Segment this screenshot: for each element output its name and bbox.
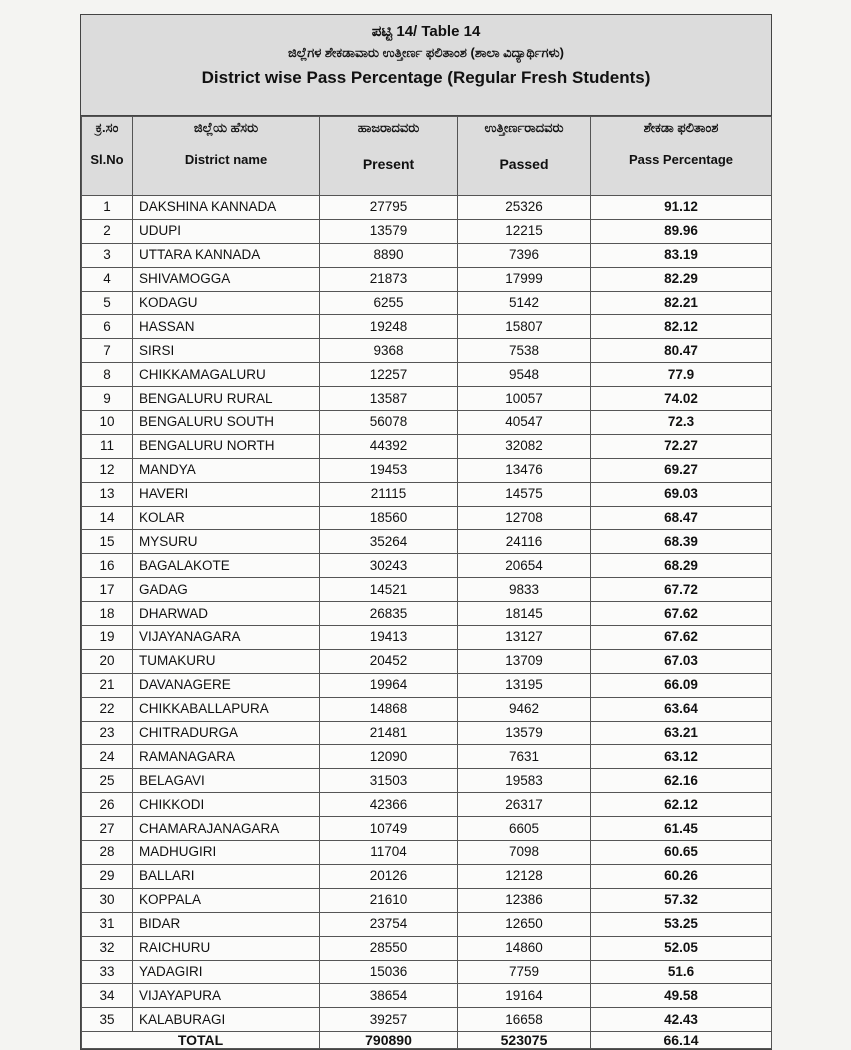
table-row [82, 554, 772, 578]
table-row [82, 196, 772, 220]
cell-passed: 13709 [458, 649, 591, 673]
cell-district-name: CHIKKODI [133, 793, 320, 817]
cell-sl-no: 12 [82, 458, 133, 482]
cell-sl-no: 26 [82, 793, 133, 817]
cell-present: 14868 [320, 697, 458, 721]
cell-pass-percentage: 80.47 [591, 339, 772, 363]
cell-present: 11704 [320, 841, 458, 865]
cell-district-name: KOPPALA [133, 888, 320, 912]
table-row [82, 458, 772, 482]
table-row [82, 219, 772, 243]
cell-pass-percentage: 67.72 [591, 578, 772, 602]
cell-sl-no: 34 [82, 984, 133, 1008]
table-row [82, 1008, 772, 1032]
cell-present: 27795 [320, 196, 458, 220]
column-header-present: ಹಾಜರಾದವರು Present [320, 117, 458, 196]
cell-present: 6255 [320, 291, 458, 315]
cell-sl-no: 33 [82, 960, 133, 984]
cell-passed: 12386 [458, 888, 591, 912]
cell-passed: 7098 [458, 841, 591, 865]
table-row [82, 626, 772, 650]
cell-present: 21115 [320, 482, 458, 506]
cell-district-name: UTTARA KANNADA [133, 243, 320, 267]
cell-pass-percentage: 67.03 [591, 649, 772, 673]
cell-present: 35264 [320, 530, 458, 554]
cell-passed: 7631 [458, 745, 591, 769]
cell-pass-percentage: 82.29 [591, 267, 772, 291]
cell-sl-no: 18 [82, 602, 133, 626]
cell-passed: 7396 [458, 243, 591, 267]
cell-present: 26835 [320, 602, 458, 626]
cell-pass-percentage: 60.65 [591, 841, 772, 865]
cell-district-name: RAMANAGARA [133, 745, 320, 769]
cell-district-name: MADHUGIRI [133, 841, 320, 865]
cell-passed: 7759 [458, 960, 591, 984]
table-row [82, 793, 772, 817]
cell-present: 21873 [320, 267, 458, 291]
cell-pass-percentage: 42.43 [591, 1008, 772, 1032]
cell-district-name: BELAGAVI [133, 769, 320, 793]
cell-present: 21481 [320, 721, 458, 745]
cell-present: 9368 [320, 339, 458, 363]
table-row [82, 697, 772, 721]
cell-present: 20126 [320, 864, 458, 888]
table-row [82, 936, 772, 960]
cell-pass-percentage: 63.21 [591, 721, 772, 745]
table-row [82, 411, 772, 435]
cell-sl-no: 29 [82, 864, 133, 888]
cell-passed: 5142 [458, 291, 591, 315]
cell-sl-no: 28 [82, 841, 133, 865]
cell-district-name: DAVANAGERE [133, 673, 320, 697]
table-row [82, 769, 772, 793]
cell-sl-no: 17 [82, 578, 133, 602]
cell-sl-no: 8 [82, 363, 133, 387]
cell-passed: 7538 [458, 339, 591, 363]
cell-district-name: CHIKKABALLAPURA [133, 697, 320, 721]
cell-district-name: MYSURU [133, 530, 320, 554]
cell-pass-percentage: 63.12 [591, 745, 772, 769]
table-row [82, 721, 772, 745]
table-row [82, 530, 772, 554]
cell-sl-no: 16 [82, 554, 133, 578]
cell-passed: 19583 [458, 769, 591, 793]
cell-passed: 12708 [458, 506, 591, 530]
cell-pass-percentage: 72.27 [591, 434, 772, 458]
cell-passed: 12128 [458, 864, 591, 888]
cell-pass-percentage: 68.47 [591, 506, 772, 530]
table-row [82, 434, 772, 458]
cell-passed: 6605 [458, 817, 591, 841]
table-row [82, 482, 772, 506]
cell-present: 42366 [320, 793, 458, 817]
cell-district-name: DAKSHINA KANNADA [133, 196, 320, 220]
cell-present: 20452 [320, 649, 458, 673]
table-row [82, 506, 772, 530]
kannada-title: ಜಿಲ್ಲೆಗಳ ಶೇಕಡಾವಾರು ಉತ್ತೀರ್ಣ ಫಲಿತಾಂಶ (ಶಾಲಾ ವಿದ್ಯಾರ್ಥಿಗಳು) [287, 45, 565, 60]
cell-present: 12257 [320, 363, 458, 387]
cell-district-name: MANDYA [133, 458, 320, 482]
cell-sl-no: 20 [82, 649, 133, 673]
cell-passed: 15807 [458, 315, 591, 339]
cell-pass-percentage: 77.9 [591, 363, 772, 387]
cell-present: 23754 [320, 912, 458, 936]
cell-present: 13579 [320, 219, 458, 243]
cell-district-name: SHIVAMOGGA [133, 267, 320, 291]
cell-sl-no: 22 [82, 697, 133, 721]
cell-pass-percentage: 61.45 [591, 817, 772, 841]
total-passed: 523075 [458, 1032, 591, 1049]
cell-present: 31503 [320, 769, 458, 793]
cell-present: 19453 [320, 458, 458, 482]
cell-sl-no: 4 [82, 267, 133, 291]
cell-sl-no: 2 [82, 219, 133, 243]
table-title: District wise Pass Percentage (Regular Fresh Students) [201, 68, 651, 87]
cell-pass-percentage: 68.39 [591, 530, 772, 554]
table-row [82, 864, 772, 888]
cell-passed: 13195 [458, 673, 591, 697]
cell-passed: 32082 [458, 434, 591, 458]
cell-district-name: YADAGIRI [133, 960, 320, 984]
cell-pass-percentage: 51.6 [591, 960, 772, 984]
cell-passed: 13579 [458, 721, 591, 745]
cell-present: 56078 [320, 411, 458, 435]
cell-sl-no: 14 [82, 506, 133, 530]
cell-present: 19248 [320, 315, 458, 339]
table-row [82, 888, 772, 912]
cell-sl-no: 19 [82, 626, 133, 650]
cell-present: 13587 [320, 387, 458, 411]
cell-present: 14521 [320, 578, 458, 602]
column-header-passed: ಉತ್ತೀರ್ಣರಾದವರು Passed [458, 117, 591, 196]
table-number: ಪಟ್ಟಿ 14/ Table 14 [371, 23, 481, 40]
cell-district-name: CHIKKAMAGALURU [133, 363, 320, 387]
cell-pass-percentage: 89.96 [591, 219, 772, 243]
document-page [80, 14, 772, 1050]
table-row [82, 387, 772, 411]
total-present: 790890 [320, 1032, 458, 1049]
cell-sl-no: 31 [82, 912, 133, 936]
cell-district-name: BIDAR [133, 912, 320, 936]
cell-pass-percentage: 74.02 [591, 387, 772, 411]
cell-present: 28550 [320, 936, 458, 960]
cell-pass-percentage: 49.58 [591, 984, 772, 1008]
table-row [82, 243, 772, 267]
cell-passed: 40547 [458, 411, 591, 435]
cell-passed: 19164 [458, 984, 591, 1008]
cell-pass-percentage: 69.03 [591, 482, 772, 506]
cell-district-name: HAVERI [133, 482, 320, 506]
cell-passed: 9833 [458, 578, 591, 602]
table-header-block [81, 15, 771, 116]
cell-district-name: VIJAYAPURA [133, 984, 320, 1008]
cell-district-name: BENGALURU RURAL [133, 387, 320, 411]
cell-sl-no: 24 [82, 745, 133, 769]
cell-sl-no: 27 [82, 817, 133, 841]
cell-district-name: UDUPI [133, 219, 320, 243]
cell-passed: 9548 [458, 363, 591, 387]
cell-district-name: BENGALURU NORTH [133, 434, 320, 458]
cell-sl-no: 23 [82, 721, 133, 745]
cell-district-name: BENGALURU SOUTH [133, 411, 320, 435]
cell-district-name: VIJAYANAGARA [133, 626, 320, 650]
cell-sl-no: 7 [82, 339, 133, 363]
table-row [82, 984, 772, 1008]
cell-sl-no: 25 [82, 769, 133, 793]
cell-pass-percentage: 91.12 [591, 196, 772, 220]
cell-sl-no: 30 [82, 888, 133, 912]
cell-present: 19964 [320, 673, 458, 697]
cell-pass-percentage: 82.21 [591, 291, 772, 315]
cell-district-name: KOLAR [133, 506, 320, 530]
cell-district-name: GADAG [133, 578, 320, 602]
cell-passed: 25326 [458, 196, 591, 220]
cell-pass-percentage: 62.12 [591, 793, 772, 817]
cell-pass-percentage: 60.26 [591, 864, 772, 888]
table-row [82, 649, 772, 673]
table-row [82, 291, 772, 315]
cell-passed: 12650 [458, 912, 591, 936]
cell-pass-percentage: 69.27 [591, 458, 772, 482]
cell-present: 21610 [320, 888, 458, 912]
cell-present: 8890 [320, 243, 458, 267]
cell-sl-no: 35 [82, 1008, 133, 1032]
column-header-sl: ಕ್ರ.ಸಂ Sl.No [82, 117, 133, 196]
cell-district-name: RAICHURU [133, 936, 320, 960]
total-row [82, 1032, 772, 1049]
cell-passed: 10057 [458, 387, 591, 411]
cell-pass-percentage: 67.62 [591, 602, 772, 626]
cell-present: 19413 [320, 626, 458, 650]
cell-district-name: KODAGU [133, 291, 320, 315]
table-row [82, 745, 772, 769]
cell-pass-percentage: 66.09 [591, 673, 772, 697]
cell-passed: 20654 [458, 554, 591, 578]
total-label: TOTAL [82, 1032, 320, 1049]
cell-sl-no: 13 [82, 482, 133, 506]
cell-district-name: KALABURAGI [133, 1008, 320, 1032]
cell-passed: 18145 [458, 602, 591, 626]
cell-present: 39257 [320, 1008, 458, 1032]
cell-pass-percentage: 57.32 [591, 888, 772, 912]
cell-pass-percentage: 68.29 [591, 554, 772, 578]
table-row [82, 841, 772, 865]
table-row [82, 673, 772, 697]
cell-present: 18560 [320, 506, 458, 530]
cell-sl-no: 21 [82, 673, 133, 697]
cell-sl-no: 3 [82, 243, 133, 267]
cell-sl-no: 1 [82, 196, 133, 220]
table-row [82, 315, 772, 339]
cell-passed: 14575 [458, 482, 591, 506]
cell-sl-no: 15 [82, 530, 133, 554]
column-header-district: ಜಿಲ್ಲೆಯ ಹೆಸರು District name [133, 117, 320, 196]
cell-passed: 17999 [458, 267, 591, 291]
cell-present: 12090 [320, 745, 458, 769]
cell-pass-percentage: 83.19 [591, 243, 772, 267]
cell-passed: 24116 [458, 530, 591, 554]
table-row [82, 578, 772, 602]
cell-passed: 9462 [458, 697, 591, 721]
cell-pass-percentage: 82.12 [591, 315, 772, 339]
cell-present: 44392 [320, 434, 458, 458]
cell-district-name: BALLARI [133, 864, 320, 888]
cell-sl-no: 32 [82, 936, 133, 960]
cell-sl-no: 9 [82, 387, 133, 411]
cell-passed: 16658 [458, 1008, 591, 1032]
cell-pass-percentage: 53.25 [591, 912, 772, 936]
cell-pass-percentage: 62.16 [591, 769, 772, 793]
cell-passed: 13476 [458, 458, 591, 482]
cell-pass-percentage: 72.3 [591, 411, 772, 435]
cell-passed: 13127 [458, 626, 591, 650]
total-pass-percentage: 66.14 [591, 1032, 772, 1049]
cell-district-name: SIRSI [133, 339, 320, 363]
cell-pass-percentage: 67.62 [591, 626, 772, 650]
cell-sl-no: 11 [82, 434, 133, 458]
cell-district-name: CHAMARAJANAGARA [133, 817, 320, 841]
cell-passed: 14860 [458, 936, 591, 960]
table-row [82, 912, 772, 936]
cell-district-name: TUMAKURU [133, 649, 320, 673]
table-row [82, 817, 772, 841]
table-row [82, 267, 772, 291]
cell-present: 10749 [320, 817, 458, 841]
column-header-row [82, 117, 772, 196]
pass-percentage-table [81, 116, 772, 1049]
table-row [82, 960, 772, 984]
cell-sl-no: 10 [82, 411, 133, 435]
table-body [82, 196, 772, 1032]
cell-sl-no: 5 [82, 291, 133, 315]
cell-pass-percentage: 52.05 [591, 936, 772, 960]
cell-pass-percentage: 63.64 [591, 697, 772, 721]
cell-present: 30243 [320, 554, 458, 578]
cell-present: 15036 [320, 960, 458, 984]
table-row [82, 339, 772, 363]
cell-passed: 12215 [458, 219, 591, 243]
table-row [82, 363, 772, 387]
cell-sl-no: 6 [82, 315, 133, 339]
cell-passed: 26317 [458, 793, 591, 817]
cell-district-name: BAGALAKOTE [133, 554, 320, 578]
cell-district-name: HASSAN [133, 315, 320, 339]
cell-district-name: CHITRADURGA [133, 721, 320, 745]
table-row [82, 602, 772, 626]
cell-present: 38654 [320, 984, 458, 1008]
cell-district-name: DHARWAD [133, 602, 320, 626]
column-header-pass-percentage: ಶೇಕಡಾ ಫಲಿತಾಂಶ Pass Percentage [591, 117, 772, 196]
